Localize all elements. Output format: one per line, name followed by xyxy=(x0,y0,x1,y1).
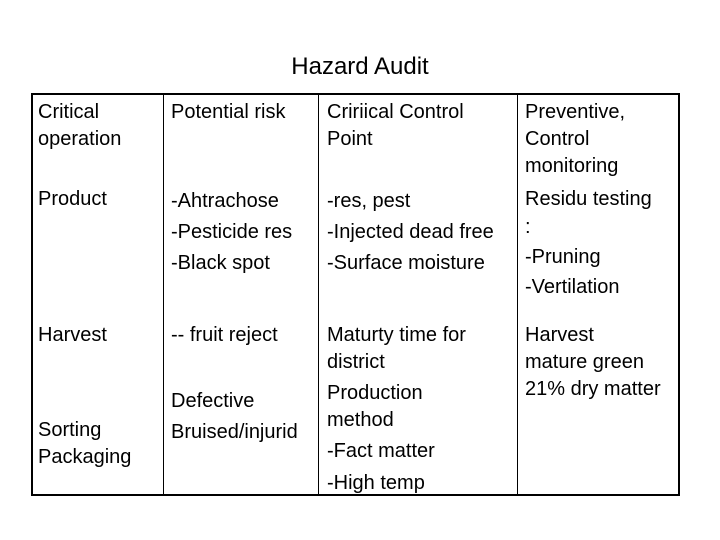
cell-text-line: -High temp xyxy=(327,472,425,494)
header-text-line: Point xyxy=(327,128,373,150)
cell-text-line: district xyxy=(327,351,385,373)
cell-text-line: mature green xyxy=(525,351,644,373)
cell-text-line: -Ahtrachose xyxy=(171,190,279,212)
cell-text-line: Production xyxy=(327,382,423,404)
cell-operation-sorting-packaging xyxy=(38,417,131,471)
cell-ccp-harvest xyxy=(327,322,466,497)
header-potential-risk xyxy=(171,99,286,126)
cell-risk-sorting-packaging xyxy=(171,386,298,448)
cell-text-line: -Pruning xyxy=(525,246,601,268)
cell-operation-product xyxy=(38,186,107,213)
header-text-line: Critical xyxy=(38,101,100,123)
cell-preventive-product xyxy=(525,186,652,302)
header-critical-operation xyxy=(38,99,121,153)
header-text-line: Preventive, xyxy=(525,101,626,123)
header-text-line: operation xyxy=(38,128,122,150)
header-text-line: Potential risk xyxy=(171,101,286,123)
cell-ccp-product xyxy=(327,186,494,279)
column-divider xyxy=(318,95,319,494)
cell-text-line: -- fruit reject xyxy=(171,324,278,346)
cell-preventive-harvest xyxy=(525,322,661,403)
cell-text-line: : xyxy=(525,216,531,238)
cell-text-line: 21% dry matter xyxy=(525,378,661,400)
hazard-audit-table xyxy=(31,93,680,496)
cell-text-line: Product xyxy=(38,188,107,210)
cell-text-line: -Vertilation xyxy=(525,276,620,298)
cell-text-line: -Black spot xyxy=(171,252,270,274)
cell-text-line: Bruised/injurid xyxy=(171,421,298,443)
header-text-line: Cririical Control xyxy=(327,101,464,123)
column-divider xyxy=(517,95,518,494)
cell-text-line: -Injected dead free xyxy=(327,221,494,243)
cell-text-line: -Fact matter xyxy=(327,440,435,462)
header-text-line: Control xyxy=(525,128,590,150)
header-critical-control-point xyxy=(327,99,464,153)
cell-risk-harvest xyxy=(171,322,278,349)
cell-text-line: Defective xyxy=(171,390,255,412)
cell-text-line: Harvest xyxy=(38,324,107,346)
column-divider xyxy=(163,95,164,494)
cell-text-line: method xyxy=(327,409,394,431)
cell-text-line: Maturty time for xyxy=(327,324,466,346)
slide-title: Hazard Audit xyxy=(291,53,429,80)
cell-text-line: Packaging xyxy=(38,446,132,468)
cell-text-line: Sorting xyxy=(38,419,102,441)
cell-text-line: -Surface moisture xyxy=(327,252,485,274)
cell-risk-product xyxy=(171,186,292,279)
cell-text-line: Harvest xyxy=(525,324,594,346)
cell-text-line: Residu testing xyxy=(525,188,652,210)
header-text-line: monitoring xyxy=(525,155,619,177)
cell-operation-harvest xyxy=(38,322,107,349)
cell-text-line: -res, pest xyxy=(327,190,411,212)
header-preventive-control-monitoring xyxy=(525,99,625,180)
cell-text-line: -Pesticide res xyxy=(171,221,293,243)
